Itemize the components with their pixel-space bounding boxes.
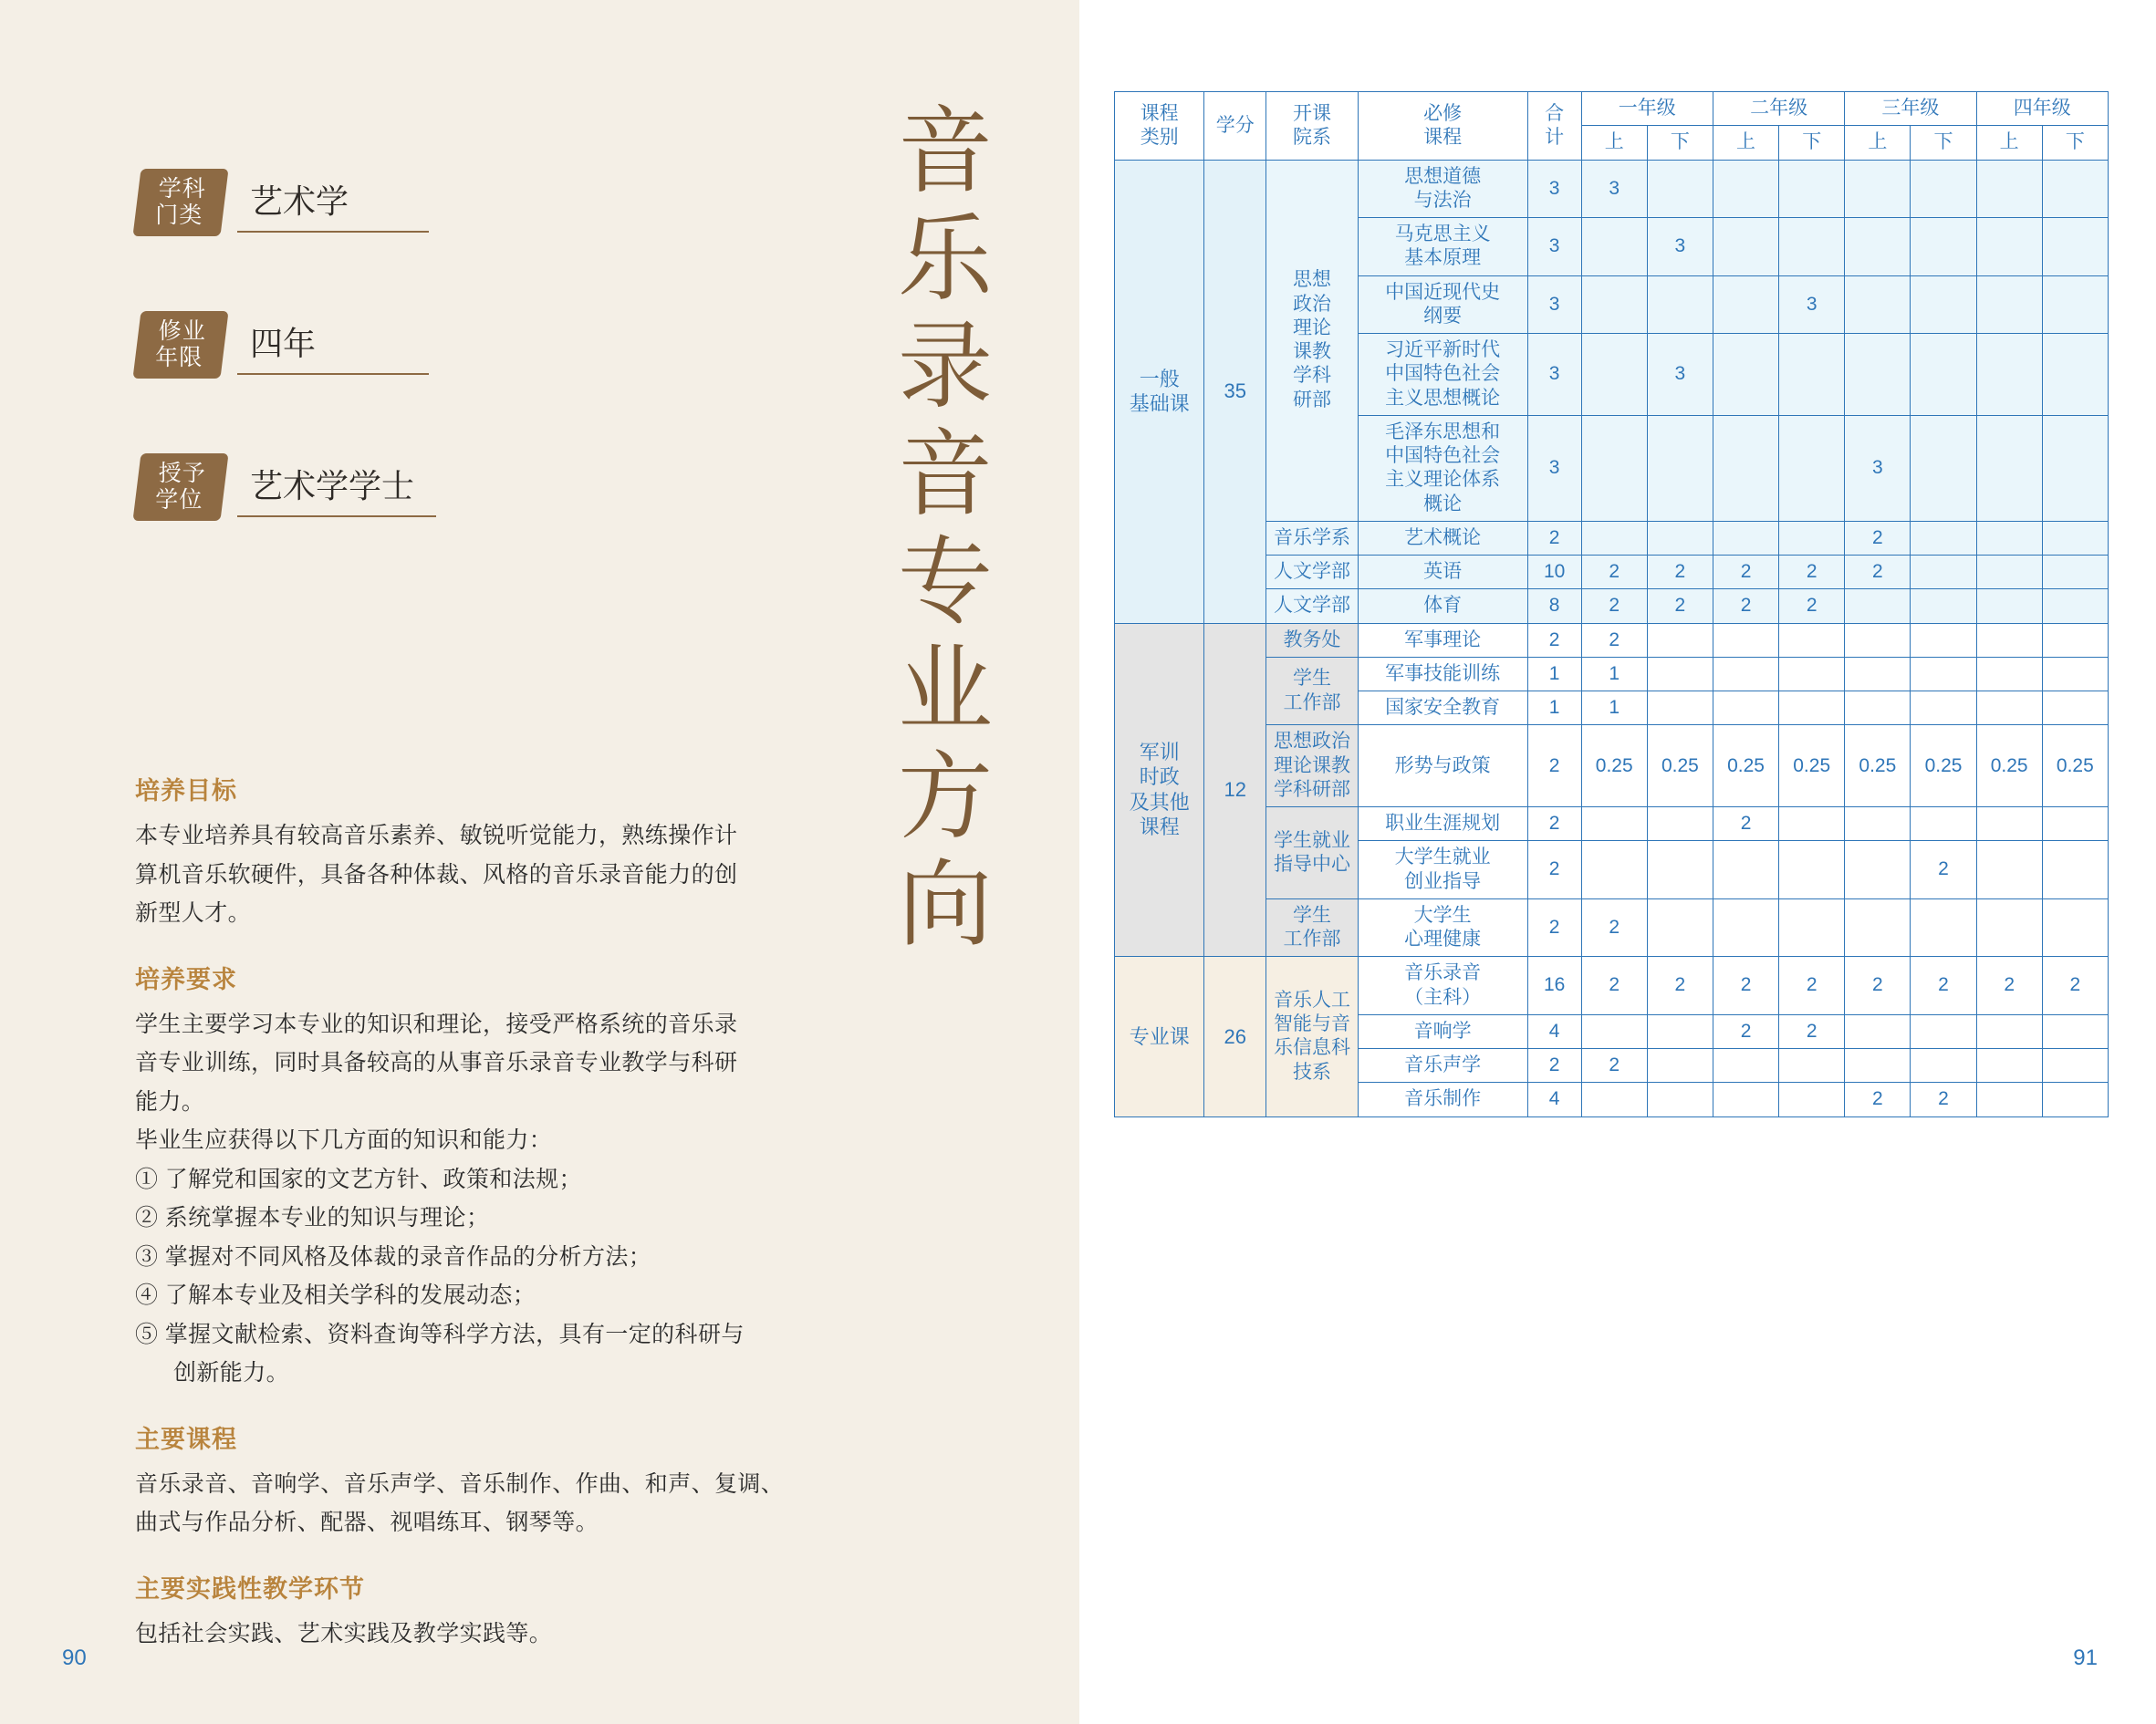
cell-course: 军事技能训练 bbox=[1358, 657, 1527, 691]
cell-term-value: 2 bbox=[1647, 556, 1713, 589]
header-department: 开课 院系 bbox=[1266, 92, 1359, 161]
cell-term-value bbox=[1779, 841, 1845, 899]
cell-term-value: 2 bbox=[1581, 556, 1647, 589]
cell-credits: 12 bbox=[1204, 623, 1266, 957]
cell-term-value bbox=[2042, 556, 2108, 589]
cell-term-value bbox=[1647, 275, 1713, 334]
cell-total: 4 bbox=[1527, 1083, 1581, 1116]
cell-course: 音响学 bbox=[1358, 1014, 1527, 1048]
cell-term-value bbox=[1911, 589, 1976, 623]
badge-tag-discipline bbox=[132, 169, 228, 236]
header-category: 课程 类别 bbox=[1115, 92, 1204, 161]
cell-term-value bbox=[1713, 657, 1778, 691]
text-line: 音专业训练，同时具备较高的从事音乐录音专业教学与科研 bbox=[135, 1050, 738, 1075]
cell-total: 2 bbox=[1527, 807, 1581, 841]
cell-course: 形势与政策 bbox=[1358, 725, 1527, 807]
table-row bbox=[1115, 160, 2109, 218]
cell-term-value bbox=[1976, 1049, 2042, 1083]
cell-total: 3 bbox=[1527, 334, 1581, 416]
badge-underline bbox=[237, 231, 429, 233]
badge-tag-line1: 修业 bbox=[158, 317, 206, 344]
cell-term-value: 3 bbox=[1779, 275, 1845, 334]
cell-term-value: 2 bbox=[1911, 957, 1976, 1015]
cell-term-value bbox=[2042, 691, 2108, 725]
cell-term-value bbox=[1713, 160, 1778, 218]
cell-term-value bbox=[1581, 415, 1647, 521]
cell-term-value bbox=[1713, 334, 1778, 416]
cell-term-value bbox=[1911, 334, 1976, 416]
cell-total: 2 bbox=[1527, 841, 1581, 899]
text-line: ④ 了解本专业及相关学科的发展动态； bbox=[135, 1283, 536, 1308]
cell-term-value bbox=[1976, 1014, 2042, 1048]
cell-department: 学生就业 指导中心 bbox=[1266, 807, 1359, 899]
cell-total: 3 bbox=[1527, 160, 1581, 218]
cell-term-value: 2 bbox=[1713, 807, 1778, 841]
cell-term-value bbox=[1647, 807, 1713, 841]
cell-term-value bbox=[1581, 1014, 1647, 1048]
cell-department: 学生 工作部 bbox=[1266, 898, 1359, 957]
cell-term-value: 0.25 bbox=[1713, 725, 1778, 807]
cell-term-value: 2 bbox=[1845, 556, 1911, 589]
cell-term-value bbox=[1779, 623, 1845, 657]
cell-term-value bbox=[1713, 898, 1778, 957]
cell-term-value bbox=[1911, 691, 1976, 725]
cell-term-value bbox=[1647, 841, 1713, 899]
badge-tag-line2: 年限 bbox=[155, 345, 203, 370]
cell-term-value: 2 bbox=[1713, 589, 1778, 623]
cell-term-value bbox=[1779, 807, 1845, 841]
cell-term-value bbox=[1976, 334, 2042, 416]
text-line: ⑤ 掌握文献检索、资料查询等科学方法，具有一定的科研与 bbox=[135, 1321, 745, 1347]
cell-term-value bbox=[1779, 334, 1845, 416]
cell-term-value bbox=[1911, 657, 1976, 691]
cell-term-value: 0.25 bbox=[1779, 725, 1845, 807]
cell-total: 4 bbox=[1527, 1014, 1581, 1048]
cell-total: 16 bbox=[1527, 957, 1581, 1015]
cell-term-value bbox=[1845, 160, 1911, 218]
cell-course: 职业生涯规划 bbox=[1358, 807, 1527, 841]
cell-term-value bbox=[1911, 556, 1976, 589]
cell-term-value bbox=[1647, 1049, 1713, 1083]
cell-term-value: 0.25 bbox=[2042, 725, 2108, 807]
cell-term-value: 2 bbox=[1976, 957, 2042, 1015]
cell-term-value bbox=[1581, 275, 1647, 334]
section-title-courses: 主要课程 bbox=[135, 1425, 237, 1453]
cell-department: 音乐学系 bbox=[1266, 521, 1359, 555]
cell-term-value bbox=[1845, 657, 1911, 691]
section-body-practice bbox=[135, 1615, 792, 1653]
cell-course: 音乐制作 bbox=[1358, 1083, 1527, 1116]
right-page bbox=[1079, 0, 2156, 1724]
cell-term-value bbox=[1713, 691, 1778, 725]
cell-total: 2 bbox=[1527, 1049, 1581, 1083]
cell-term-value bbox=[1647, 691, 1713, 725]
cell-term-value bbox=[1779, 218, 1845, 276]
header-term-3-2: 下 bbox=[1911, 126, 1976, 160]
badge-tag-line1: 学科 bbox=[158, 175, 206, 202]
section-body-requirements bbox=[135, 1006, 792, 1392]
badge-underline bbox=[237, 373, 429, 375]
cell-term-value bbox=[1581, 521, 1647, 555]
cell-term-value bbox=[1976, 218, 2042, 276]
cell-term-value: 2 bbox=[1779, 556, 1845, 589]
cell-term-value: 2 bbox=[1713, 1014, 1778, 1048]
cell-term-value: 3 bbox=[1581, 160, 1647, 218]
cell-credits: 26 bbox=[1204, 957, 1266, 1116]
cell-term-value bbox=[1713, 275, 1778, 334]
info-badges bbox=[137, 169, 520, 596]
page-number-right: 91 bbox=[2073, 1646, 2098, 1670]
cell-course: 音乐录音 （主科） bbox=[1358, 957, 1527, 1015]
cell-term-value bbox=[1581, 218, 1647, 276]
section-title-practice: 主要实践性教学环节 bbox=[135, 1574, 365, 1603]
cell-course: 英语 bbox=[1358, 556, 1527, 589]
cell-term-value bbox=[1911, 521, 1976, 555]
cell-term-value bbox=[1713, 841, 1778, 899]
cell-term-value bbox=[1779, 521, 1845, 555]
cell-term-value bbox=[1911, 160, 1976, 218]
text-line: ② 系统掌握本专业的知识与理论； bbox=[135, 1205, 490, 1231]
cell-term-value: 1 bbox=[1581, 657, 1647, 691]
text-line: 包括社会实践、艺术实践及教学实践等。 bbox=[135, 1620, 553, 1646]
cell-term-value bbox=[1581, 1083, 1647, 1116]
cell-term-value bbox=[2042, 1014, 2108, 1048]
text-line: 能力。 bbox=[135, 1088, 205, 1115]
cell-term-value bbox=[1845, 334, 1911, 416]
text-line: ① 了解党和国家的文艺方针、政策和法规； bbox=[135, 1166, 582, 1192]
cell-term-value bbox=[1647, 1014, 1713, 1048]
header-credits: 学分 bbox=[1204, 92, 1266, 161]
cell-term-value bbox=[1911, 807, 1976, 841]
cell-term-value bbox=[1581, 334, 1647, 416]
cell-term-value: 2 bbox=[1647, 957, 1713, 1015]
cell-total: 3 bbox=[1527, 275, 1581, 334]
cell-term-value bbox=[2042, 1083, 2108, 1116]
cell-term-value bbox=[1581, 841, 1647, 899]
header-term-4-2: 下 bbox=[2042, 126, 2108, 160]
cell-term-value bbox=[1845, 1049, 1911, 1083]
cell-term-value bbox=[1976, 898, 2042, 957]
cell-course: 思想道德 与法治 bbox=[1358, 160, 1527, 218]
cell-term-value: 2 bbox=[1713, 556, 1778, 589]
header-term-2-2: 下 bbox=[1779, 126, 1845, 160]
cell-total: 2 bbox=[1527, 725, 1581, 807]
cell-term-value: 2 bbox=[1845, 1083, 1911, 1116]
section-title-objective: 培养目标 bbox=[135, 777, 237, 805]
cell-course: 大学生 心理健康 bbox=[1358, 898, 1527, 957]
cell-term-value: 2 bbox=[1713, 957, 1778, 1015]
cell-course: 毛泽东思想和 中国特色社会 主义理论体系 概论 bbox=[1358, 415, 1527, 521]
cell-term-value bbox=[1976, 415, 2042, 521]
badge-degree bbox=[137, 453, 520, 545]
cell-term-value bbox=[1911, 415, 1976, 521]
cell-term-value: 2 bbox=[1779, 589, 1845, 623]
cell-term-value bbox=[2042, 334, 2108, 416]
header-year-2: 二年级 bbox=[1713, 92, 1844, 126]
cell-term-value bbox=[1647, 415, 1713, 521]
cell-term-value: 0.25 bbox=[1845, 725, 1911, 807]
header-term-3-1: 上 bbox=[1845, 126, 1911, 160]
header-term-2-1: 上 bbox=[1713, 126, 1778, 160]
cell-term-value bbox=[1845, 218, 1911, 276]
cell-term-value: 0.25 bbox=[1911, 725, 1976, 807]
cell-term-value bbox=[1779, 1083, 1845, 1116]
text-line: 算机音乐软硬件，具备各种体裁、风格的音乐录音能力的创 bbox=[135, 861, 738, 888]
header-year-3: 三年级 bbox=[1845, 92, 1976, 126]
cell-term-value bbox=[1713, 415, 1778, 521]
cell-term-value bbox=[1845, 898, 1911, 957]
cell-total: 10 bbox=[1527, 556, 1581, 589]
cell-term-value bbox=[2042, 623, 2108, 657]
cell-term-value bbox=[1779, 160, 1845, 218]
cell-term-value bbox=[2042, 898, 2108, 957]
page-number-left: 90 bbox=[62, 1646, 87, 1670]
cell-term-value bbox=[1911, 275, 1976, 334]
cell-total: 1 bbox=[1527, 691, 1581, 725]
table-row bbox=[1115, 623, 2109, 657]
curriculum-table bbox=[1114, 91, 2109, 1117]
cell-term-value bbox=[1976, 657, 2042, 691]
cell-department: 教务处 bbox=[1266, 623, 1359, 657]
cell-course: 艺术概论 bbox=[1358, 521, 1527, 555]
cell-course: 音乐声学 bbox=[1358, 1049, 1527, 1083]
cell-term-value: 2 bbox=[1581, 957, 1647, 1015]
cell-term-value bbox=[1779, 691, 1845, 725]
program-description bbox=[135, 771, 792, 1679]
cell-term-value bbox=[2042, 807, 2108, 841]
cell-term-value bbox=[2042, 657, 2108, 691]
cell-term-value bbox=[1713, 521, 1778, 555]
cell-category: 专业课 bbox=[1115, 957, 1204, 1116]
cell-term-value: 2 bbox=[1911, 841, 1976, 899]
cell-course: 中国近现代史 纲要 bbox=[1358, 275, 1527, 334]
cell-term-value bbox=[1779, 1049, 1845, 1083]
header-term-1-1: 上 bbox=[1581, 126, 1647, 160]
cell-term-value bbox=[1713, 218, 1778, 276]
cell-term-value bbox=[2042, 275, 2108, 334]
cell-term-value bbox=[2042, 1049, 2108, 1083]
cell-course: 体育 bbox=[1358, 589, 1527, 623]
cell-term-value: 2 bbox=[1581, 623, 1647, 657]
cell-term-value bbox=[1713, 1049, 1778, 1083]
badge-tag-line1: 授予 bbox=[158, 460, 206, 486]
header-term-1-2: 下 bbox=[1647, 126, 1713, 160]
cell-total: 2 bbox=[1527, 623, 1581, 657]
cell-term-value bbox=[1845, 623, 1911, 657]
cell-term-value bbox=[1976, 807, 2042, 841]
cell-term-value bbox=[1581, 807, 1647, 841]
cell-course: 习近平新时代 中国特色社会 主义思想概论 bbox=[1358, 334, 1527, 416]
header-course: 必修 课程 bbox=[1358, 92, 1527, 161]
cell-term-value bbox=[2042, 160, 2108, 218]
header-year-1: 一年级 bbox=[1581, 92, 1713, 126]
cell-category: 军训 时政 及其他 课程 bbox=[1115, 623, 1204, 957]
badge-value-discipline: 艺术学 bbox=[250, 183, 349, 220]
text-line: 新型人才。 bbox=[135, 900, 252, 926]
cell-term-value: 2 bbox=[1647, 589, 1713, 623]
cell-course: 马克思主义 基本原理 bbox=[1358, 218, 1527, 276]
cell-term-value bbox=[1713, 1083, 1778, 1116]
cell-term-value: 2 bbox=[1779, 957, 1845, 1015]
cell-term-value bbox=[1976, 589, 2042, 623]
cell-course: 大学生就业 创业指导 bbox=[1358, 841, 1527, 899]
cell-term-value bbox=[1713, 623, 1778, 657]
cell-term-value bbox=[1647, 898, 1713, 957]
cell-term-value bbox=[1911, 218, 1976, 276]
cell-term-value bbox=[1845, 589, 1911, 623]
cell-term-value bbox=[1911, 1049, 1976, 1083]
text-line: 音乐录音、音响学、音乐声学、音乐制作、作曲、和声、复调、 bbox=[135, 1470, 785, 1497]
cell-term-value bbox=[1779, 657, 1845, 691]
section-body-courses bbox=[135, 1466, 792, 1542]
text-line: 曲式与作品分析、配器、视唱练耳、钢琴等。 bbox=[135, 1510, 599, 1535]
cell-term-value bbox=[1911, 623, 1976, 657]
cell-term-value bbox=[1976, 160, 2042, 218]
cell-term-value bbox=[1647, 623, 1713, 657]
cell-total: 8 bbox=[1527, 589, 1581, 623]
cell-term-value bbox=[1976, 1083, 2042, 1116]
cell-term-value bbox=[1845, 807, 1911, 841]
cell-term-value: 2 bbox=[1779, 1014, 1845, 1048]
cell-total: 2 bbox=[1527, 521, 1581, 555]
cell-term-value bbox=[1845, 691, 1911, 725]
cell-term-value: 3 bbox=[1647, 334, 1713, 416]
cell-term-value: 2 bbox=[1581, 589, 1647, 623]
cell-term-value bbox=[1976, 275, 2042, 334]
cell-course: 国家安全教育 bbox=[1358, 691, 1527, 725]
cell-term-value: 2 bbox=[1581, 1049, 1647, 1083]
cell-term-value: 2 bbox=[1845, 957, 1911, 1015]
badge-tag-line2: 门类 bbox=[155, 203, 203, 228]
cell-term-value bbox=[1779, 415, 1845, 521]
badge-value-duration: 四年 bbox=[250, 326, 317, 362]
cell-department: 人文学部 bbox=[1266, 589, 1359, 623]
table-row bbox=[1115, 957, 2109, 1015]
cell-term-value: 0.25 bbox=[1581, 725, 1647, 807]
header-term-4-1: 上 bbox=[1976, 126, 2042, 160]
cell-term-value bbox=[1976, 521, 2042, 555]
badge-duration bbox=[137, 311, 520, 402]
cell-term-value bbox=[1911, 898, 1976, 957]
badge-tag-duration bbox=[132, 311, 228, 379]
cell-term-value bbox=[1845, 1014, 1911, 1048]
cell-term-value bbox=[1845, 275, 1911, 334]
cell-total: 2 bbox=[1527, 898, 1581, 957]
program-title-vertical: 音乐录音专业方向 bbox=[883, 100, 988, 961]
cell-total: 3 bbox=[1527, 415, 1581, 521]
cell-term-value bbox=[1647, 160, 1713, 218]
badge-value-degree: 艺术学学士 bbox=[250, 468, 415, 504]
cell-term-value bbox=[1647, 657, 1713, 691]
badge-discipline bbox=[137, 169, 520, 260]
cell-term-value bbox=[1911, 1014, 1976, 1048]
text-line: 本专业培养具有较高音乐素养、敏锐听觉能力，熟练操作计 bbox=[135, 823, 738, 848]
section-body-objective bbox=[135, 817, 792, 932]
cell-department: 思想政治 理论课教 学科研部 bbox=[1266, 725, 1359, 807]
cell-term-value bbox=[2042, 589, 2108, 623]
cell-department: 学生 工作部 bbox=[1266, 657, 1359, 725]
table-header-row bbox=[1115, 92, 2109, 126]
badge-underline bbox=[237, 515, 436, 517]
cell-department: 人文学部 bbox=[1266, 556, 1359, 589]
cell-term-value: 1 bbox=[1581, 691, 1647, 725]
cell-category: 一般 基础课 bbox=[1115, 160, 1204, 623]
cell-term-value bbox=[2042, 841, 2108, 899]
cell-term-value bbox=[2042, 415, 2108, 521]
cell-total: 1 bbox=[1527, 657, 1581, 691]
cell-term-value bbox=[1779, 898, 1845, 957]
cell-term-value: 0.25 bbox=[1976, 725, 2042, 807]
cell-term-value: 2 bbox=[2042, 957, 2108, 1015]
cell-term-value bbox=[1976, 841, 2042, 899]
cell-term-value: 2 bbox=[1845, 521, 1911, 555]
cell-term-value: 0.25 bbox=[1647, 725, 1713, 807]
text-line: 学生主要学习本专业的知识和理论，接受严格系统的音乐录 bbox=[135, 1011, 738, 1037]
cell-term-value bbox=[1647, 521, 1713, 555]
cell-credits: 35 bbox=[1204, 160, 1266, 623]
cell-term-value bbox=[1976, 623, 2042, 657]
cell-term-value: 2 bbox=[1581, 898, 1647, 957]
cell-course: 军事理论 bbox=[1358, 623, 1527, 657]
text-line: ③ 掌握对不同风格及体裁的录音作品的分析方法； bbox=[135, 1243, 652, 1270]
cell-term-value: 2 bbox=[1911, 1083, 1976, 1116]
cell-department: 思想 政治 理论 课教 学科 研部 bbox=[1266, 160, 1359, 521]
cell-total: 3 bbox=[1527, 218, 1581, 276]
header-total: 合 计 bbox=[1527, 92, 1581, 161]
badge-tag-degree bbox=[132, 453, 228, 521]
cell-term-value bbox=[2042, 218, 2108, 276]
cell-term-value bbox=[2042, 521, 2108, 555]
cell-term-value bbox=[1845, 841, 1911, 899]
badge-tag-line2: 学位 bbox=[155, 487, 203, 513]
text-line: 创新能力。 bbox=[173, 1360, 290, 1386]
cell-department: 音乐人工 智能与音 乐信息科 技系 bbox=[1266, 957, 1359, 1116]
header-year-4: 四年级 bbox=[1976, 92, 2108, 126]
cell-term-value bbox=[1647, 1083, 1713, 1116]
cell-term-value bbox=[1976, 556, 2042, 589]
cell-term-value: 3 bbox=[1845, 415, 1911, 521]
cell-term-value: 3 bbox=[1647, 218, 1713, 276]
cell-term-value bbox=[1976, 691, 2042, 725]
text-line: 毕业生应获得以下几方面的知识和能力： bbox=[135, 1127, 553, 1153]
section-title-requirements: 培养要求 bbox=[135, 965, 237, 993]
